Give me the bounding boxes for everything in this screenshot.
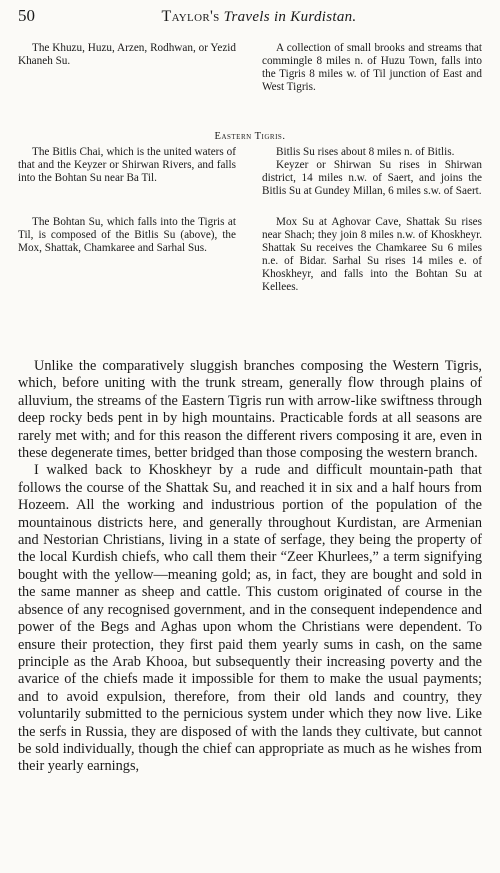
river-name-cell: The Bohtan Su, which falls into the Tigris at Til, is composed of the Bitlis Su (above), the Mox, Shattak, Chamkaree and Sarhal Sus. [18,216,236,254]
river-note-paragraph: Keyzer or Shirwan Su rises in Shirwan district, 14 miles n.w. of Saert, and joins the Bitlis Su at Gundey Millan, 6 miles s.w. of Saert. [262,159,482,197]
river-note-cell: A collection of small brooks and streams that commingle 8 miles n. of Huzu Town, falls into the Tigris 8 miles w. of Til junction of East and West Tigris. [262,42,482,93]
river-name-cell: The Bitlis Chai, which is the united waters of that and the Keyzer or Shirwan Rivers, and falls into the Bohtan Su near Ba Til. [18,146,236,184]
river-row-eastern-1 [18,146,482,216]
river-note-paragraph: Bitlis Su rises about 8 miles n. of Bitlis. [276,146,455,158]
page-number: 50 [18,6,35,25]
running-title-work: Travels in Kurdistan. [223,9,357,25]
running-title-author: Taylor's [161,8,220,25]
river-row-western [18,42,482,128]
body-paragraph: I walked back to Khoskheyr by a rude and difficult mountain-path that follows the course of the Shattak Su, and reached it in six and a half hours from Hozeem. All the working and industrious portion of the population of the mountainous districts here, and generally throughout Kurdistan, are Armenian and Nestorian Christians, living in a state of serfage, they being the property of the local Kurdish chiefs, who call them their “Zeer Khurlees,” a term signifying bought with the yellow—meaning gold; as, in fact, they are bought and sold in the same manner as sheep and cattle. This custom originated of course in the absence of any recognised government, and in the consequent independence and power of the Begs and Aghas upon whom the Christians were dependent. To ensure their protection, they first paid them yearly sums in cash, on the same principle as the Arab Khooa, but subsequently their increasing poverty and the avarice of the chiefs made it impossible for them to make the usual payments; and to avoid expulsion, therefore, from their old lands and country, they voluntarily submitted to the pernicious system under which they now live. Like the serfs in Russia, they are disposed of with the lands they cultivate, but cannot be sold individually, though the chief can appropriate as much as he wishes from their yearly earnings, [18,462,482,775]
river-note-cell [262,146,482,216]
river-table [18,42,482,346]
running-head [18,6,482,34]
body-paragraph: Unlike the comparatively sluggish branches composing the Western Tigris, which, before uniting with the trunk stream, generally flow through plains of alluvium, the streams of the Eastern Tigris run with arrow-like swiftness through deep rocky beds pent in by high mountains. Practicable fords at all seasons are rarely met with; and for this reason the different rivers composing it are, even in these degenerate times, better bridged than those composing the western branch. [18,358,482,462]
river-note-paragraph: Mox Su at Aghovar Cave, Shattak Su rises near Shach; they join 8 miles n.w. of Khoskheyr. Shattak Su receives the Chamkaree Su 6 miles n.e. of Bidar. Sarhal Su rises 14 miles e. of Khoskheyr, and falls into the Bohtan Su at Kellees. [262,216,482,293]
body-text [18,358,482,776]
river-note-cell [262,216,482,346]
section-heading: Eastern Tigris. [214,131,286,142]
running-title [66,8,482,26]
river-row-eastern-2 [18,216,482,346]
river-name-cell: The Khuzu, Huzu, Arzen, Rodhwan, or Yezid Khaneh Su. [18,42,236,67]
